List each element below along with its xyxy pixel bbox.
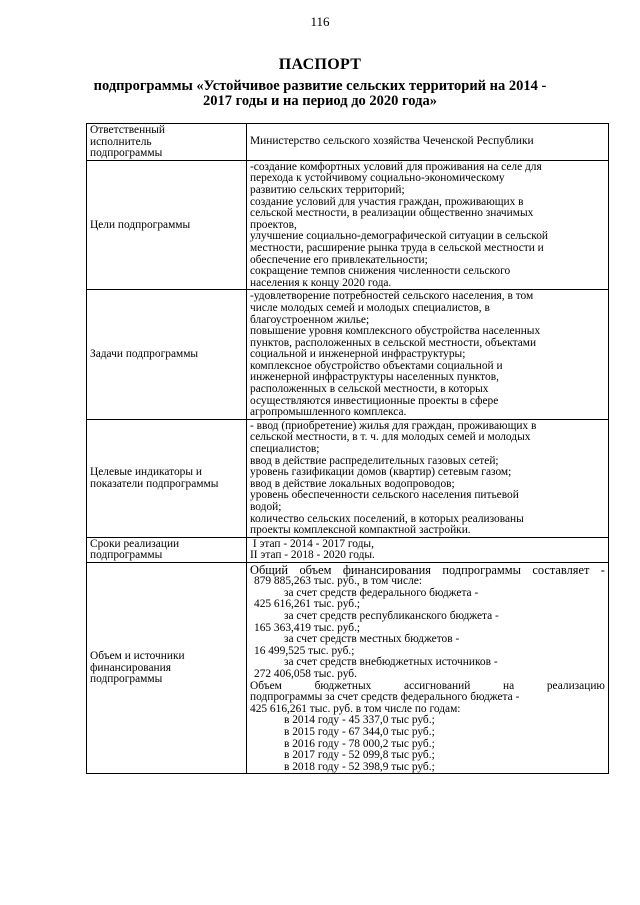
row-label: Цели подпрограммы	[87, 160, 247, 290]
row-label: Задачи подпрограммы	[87, 290, 247, 420]
row-label: Целевые индикаторы и показатели подпрограммы	[87, 419, 247, 537]
row-terms	[87, 537, 609, 562]
subtitle-line: 2017 годы и на период до 2020 года»	[203, 93, 437, 109]
row-value: Министерство сельского хозяйства Чеченской Республики	[247, 124, 609, 161]
subtitle-line: подпрограммы «Устойчивое развитие сельских территорий на 2014 -	[93, 78, 547, 94]
page-number: 116	[310, 14, 330, 29]
finance-year: в 2016 году - 78 000,2 тыс руб.;	[284, 737, 435, 750]
row-value: -создание комфортных условий для проживания на селе для перехода к устойчивому социально-экономическому развитию сельских территорий; создание условий для участия граждан, проживающих в сельской местности, в реализации общественно значимых проектов, улучшение социально-демографической ситуации в сельской местности, расширение рынка труда в сельской местности и обеспечение его привлекательности; сокращение темпов снижения численности сельского населения к концу 2020 года.	[247, 160, 609, 290]
row-label: Объем и источники финансирования подпрограммы	[87, 562, 247, 773]
row-indicators	[87, 419, 609, 537]
row-tasks	[87, 290, 609, 420]
passport-table	[86, 123, 609, 774]
row-value: I этап - 2014 - 2017 годы, II этап - 2018 - 2020 годы.	[247, 537, 609, 562]
row-label: Ответственный исполнитель подпрограммы	[87, 124, 247, 161]
row-value: Общий объем финансирования подпрограммы составляет - 879 885,263 тыс. руб., в том числе: за счет средств федерального бюджета - 425 616,261 тыс. руб.; за счет средств республиканского бюджета - 165 363,419 тыс. руб.; за счет средств местных бюджетов - 16 499,525 тыс. руб.; за счет средств внебюджетных источников - 272 406,058 тыс. руб. Объем бюджетных ассигнований на реализацию подпрограммы за счет средств федерального бюджета - 425 616,261 тыс. руб. в том числе по годам: в 2014 году - 45 337,0 тыс руб.; в 2015 году - 67 344,0 тыс руб.; в 2016 году - 78 000,2 тыс руб.; в 2017 году - 52 099,8 тыс руб.; в 2018 году - 52 398,9 тыс руб.;	[247, 562, 609, 773]
finance-year: в 2014 году - 45 337,0 тыс руб.;	[284, 714, 435, 727]
row-value: -удовлетворение потребностей сельского населения, в том числе молодых семей и молодых специалистов, в благоустроенном жилье; повышение уровня комплексного обустройства населенных пунктов, расположенных в сельской местности, объектами социальной и инженерной инфраструктуры; комплексное обустройство объектами социальной и инженерной инфраструктуры населенных пунктов, расположенных в сельской местности, в которых осуществляются инвестиционные проекты в сфере агропромышленного комплекса.	[247, 290, 609, 420]
document-subtitle	[80, 79, 560, 109]
finance-budget-heading: Объем бюджетных ассигнований на реализацию	[250, 679, 605, 692]
document-title: ПАСПОРТ	[278, 56, 362, 73]
finance-intro: Общий объем финансирования подпрограммы составляет -	[250, 562, 605, 577]
row-value: - ввод (приобретение) жилья для граждан, проживающих в сельской местности, в т. ч. для молодых семей и молодых специалистов; ввод в действие распределительных газовых сетей; уровень газификации домов (квартир) сетевым газом; ввод в действие локальных водопроводов; уровень обеспеченности сельского населения питьевой водой; количество сельских поселений, в которых реализованы проекты комплексной компактной застройки.	[247, 419, 609, 537]
row-goals	[87, 160, 609, 290]
row-finance	[87, 562, 609, 773]
finance-year: в 2018 году - 52 398,9 тыс руб.;	[284, 760, 435, 773]
finance-year: в 2015 году - 67 344,0 тыс руб.;	[284, 725, 435, 738]
row-label: Сроки реализации подпрограммы	[87, 537, 247, 562]
row-responsible	[87, 124, 609, 161]
finance-total: 879 885,263 тыс. руб., в том числе:	[254, 575, 422, 588]
finance-year: в 2017 году - 52 099,8 тыс руб.;	[284, 749, 435, 762]
